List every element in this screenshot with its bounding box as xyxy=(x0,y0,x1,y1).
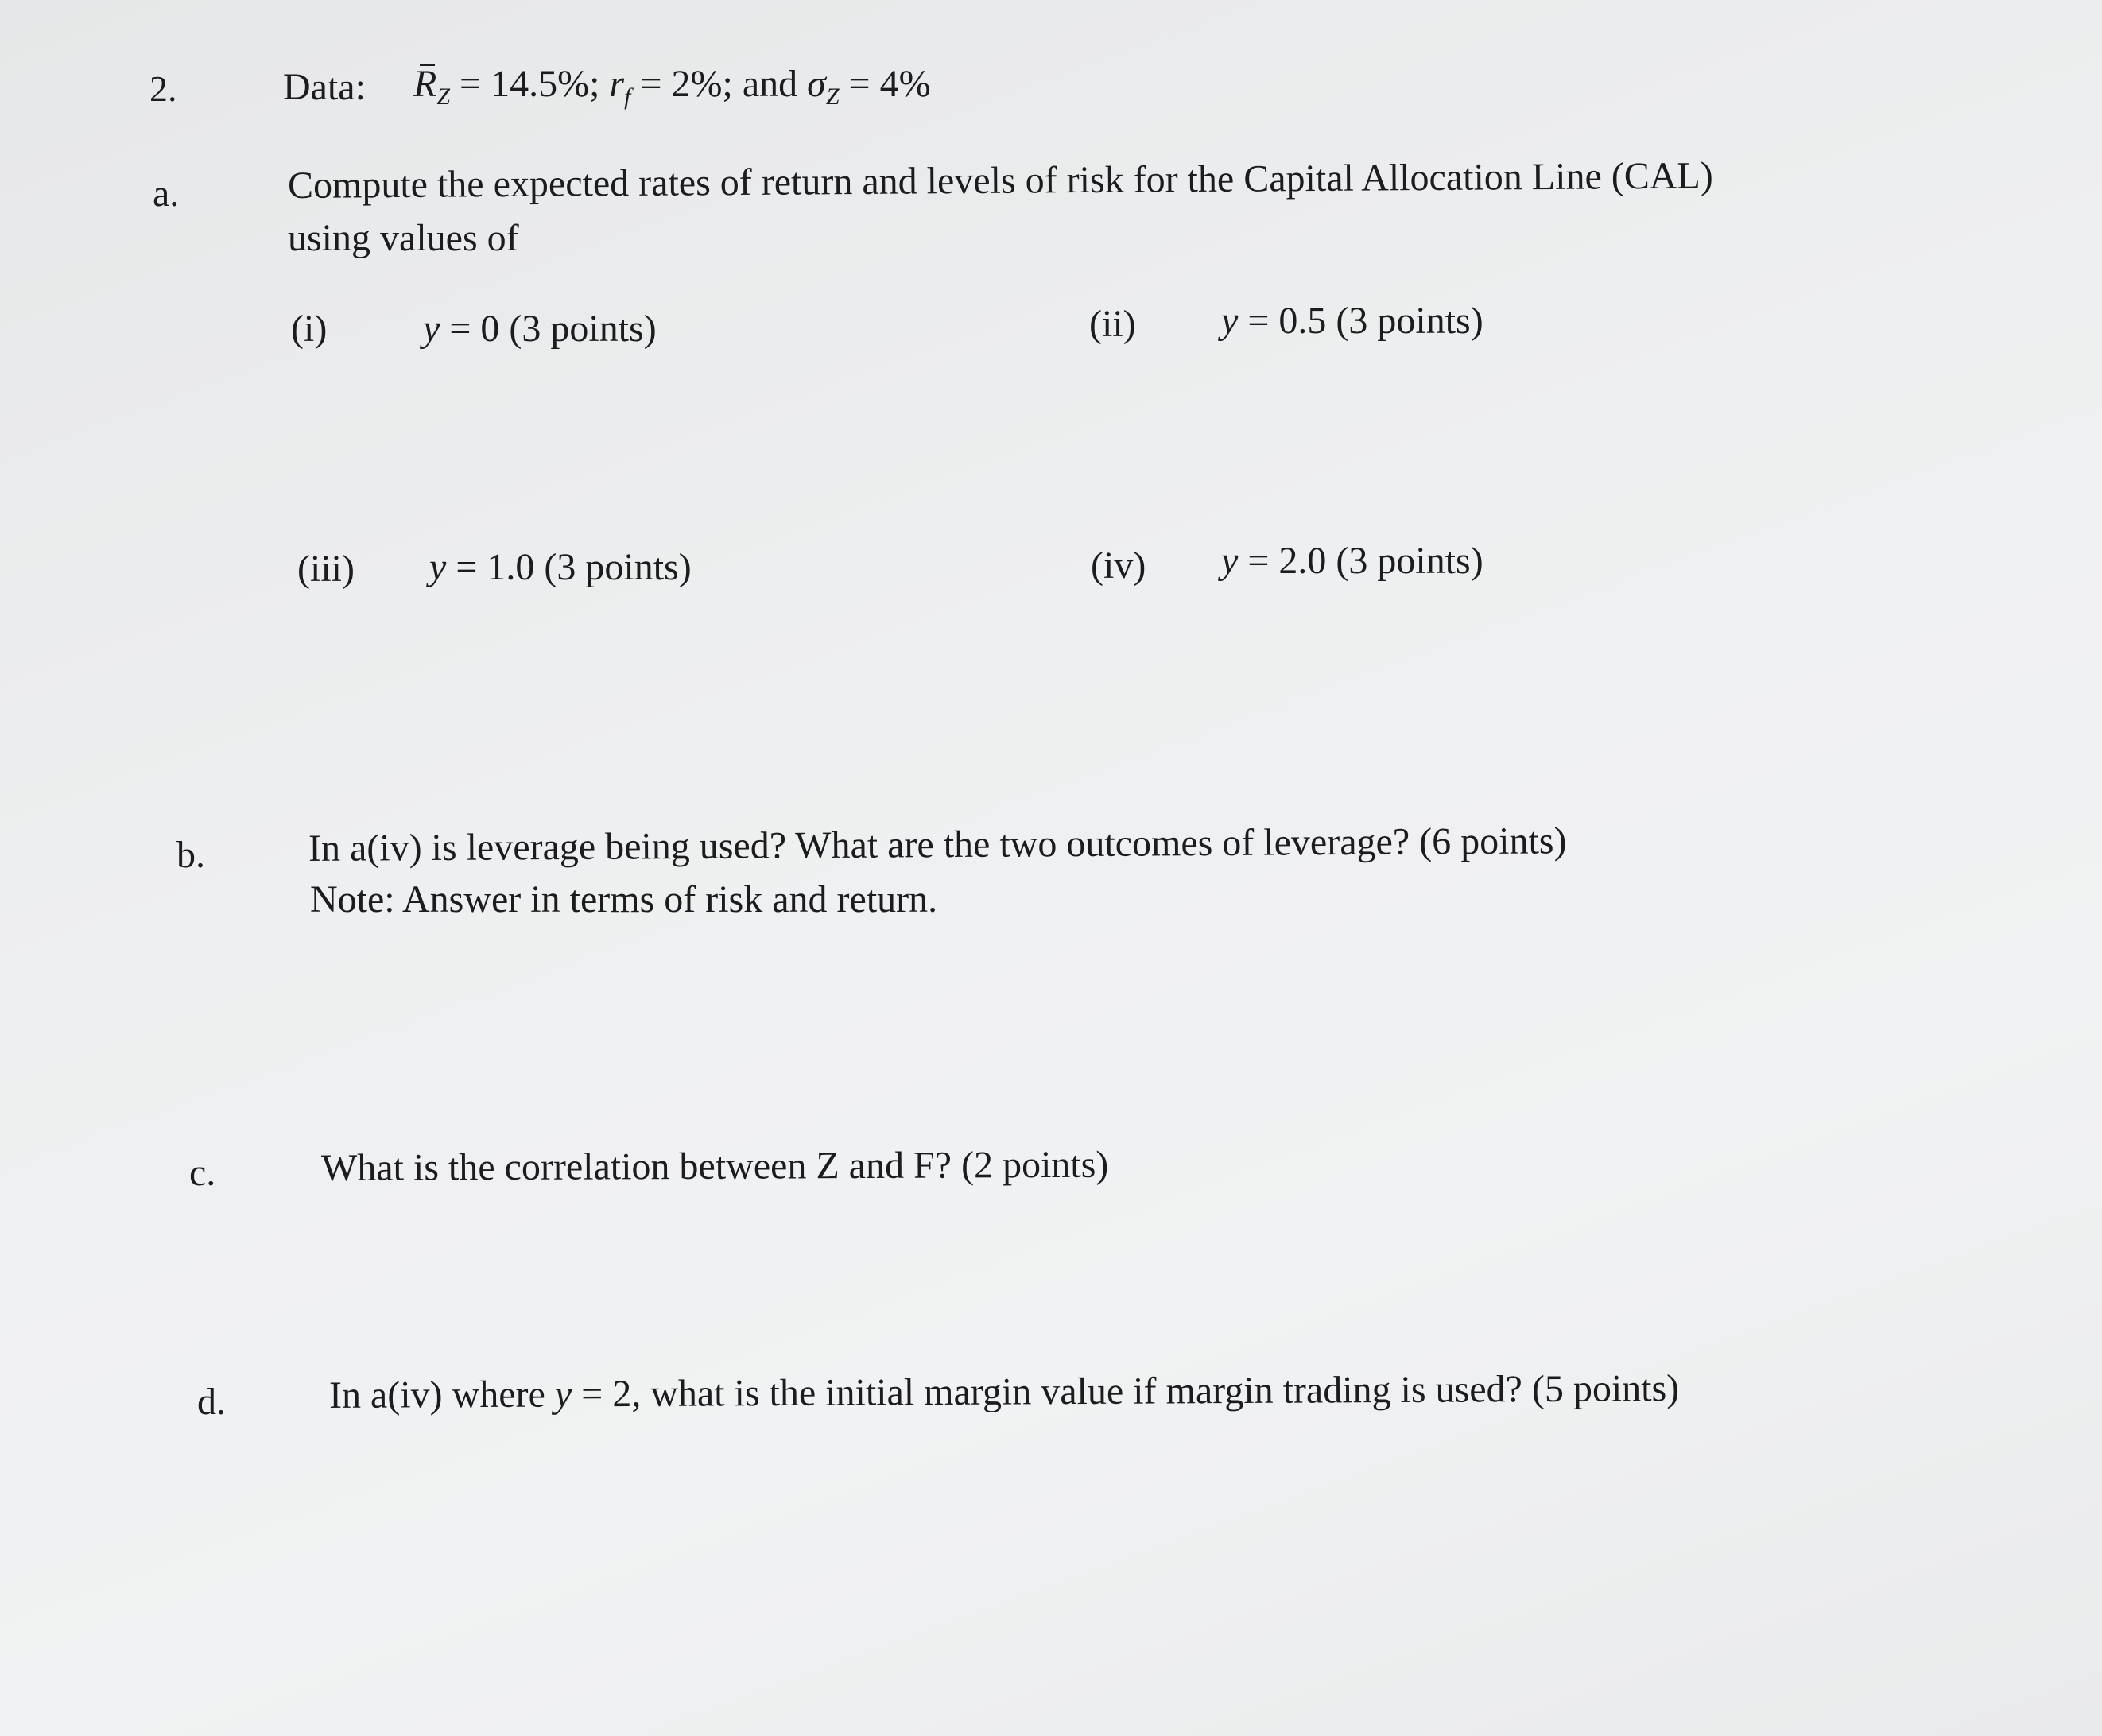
question-number: 2. xyxy=(149,68,177,109)
part-a-item-i xyxy=(423,305,657,353)
rz-subscript: Z xyxy=(436,83,451,110)
part-c-label: c. xyxy=(189,1152,216,1194)
part-a-item-iii-label: (iii) xyxy=(297,548,355,590)
part-a-item-ii-label: (ii) xyxy=(1089,303,1136,345)
part-a-item-ii xyxy=(1221,297,1483,345)
sigma-symbol: σ xyxy=(807,63,826,105)
part-a-item-ii-value: = 0.5 (3 points) xyxy=(1238,300,1483,342)
part-d-text-after: = 2, what is the initial margin value if margin trading is used? (5 points) xyxy=(572,1367,1680,1416)
part-a-item-i-value: = 0 (3 points) xyxy=(440,308,657,350)
part-b-line1: In a(iv) is leverage being used? What are the two outcomes of leverage? (6 points) xyxy=(308,820,1567,870)
part-b-line2: Note: Answer in terms of risk and return. xyxy=(310,878,938,920)
y-variable: y xyxy=(1221,300,1239,342)
y-variable: y xyxy=(1221,540,1239,582)
sigma-value: = 4% xyxy=(839,63,931,105)
part-a-item-i-label: (i) xyxy=(291,308,328,350)
y-variable: y xyxy=(423,308,440,350)
part-b-label: b. xyxy=(176,834,205,876)
rf-value: = 2%; and xyxy=(630,63,808,105)
part-a-item-iv-value: = 2.0 (3 points) xyxy=(1238,540,1483,582)
y-variable: y xyxy=(554,1373,572,1416)
part-d-label: d. xyxy=(197,1381,226,1423)
rf-subscript: f xyxy=(624,83,631,110)
part-a-item-iv xyxy=(1221,537,1483,585)
part-a-item-iii xyxy=(429,544,692,591)
sigma-subscript: Z xyxy=(825,83,840,110)
part-a-label: a. xyxy=(153,172,180,215)
part-a-line2: using values of xyxy=(288,217,519,259)
part-c-text: What is the correlation between Z and F? (2 points) xyxy=(320,1143,1109,1189)
part-a-item-iii-value: = 1.0 (3 points) xyxy=(446,546,692,588)
y-variable: y xyxy=(429,546,447,588)
rf-symbol: r xyxy=(609,63,625,105)
rz-value: = 14.5%; xyxy=(450,63,610,105)
rz-symbol: R xyxy=(413,60,436,108)
part-a-item-iv-label: (iv) xyxy=(1091,544,1146,587)
data-label: Data: xyxy=(283,66,366,108)
data-formula xyxy=(413,60,931,108)
part-a-line1: Compute the expected rates of return and levels of risk for the Capital Allocation Line (CAL) xyxy=(287,154,1713,207)
part-d-text xyxy=(329,1365,1680,1420)
part-d-text-before: In a(iv) where xyxy=(328,1373,555,1416)
